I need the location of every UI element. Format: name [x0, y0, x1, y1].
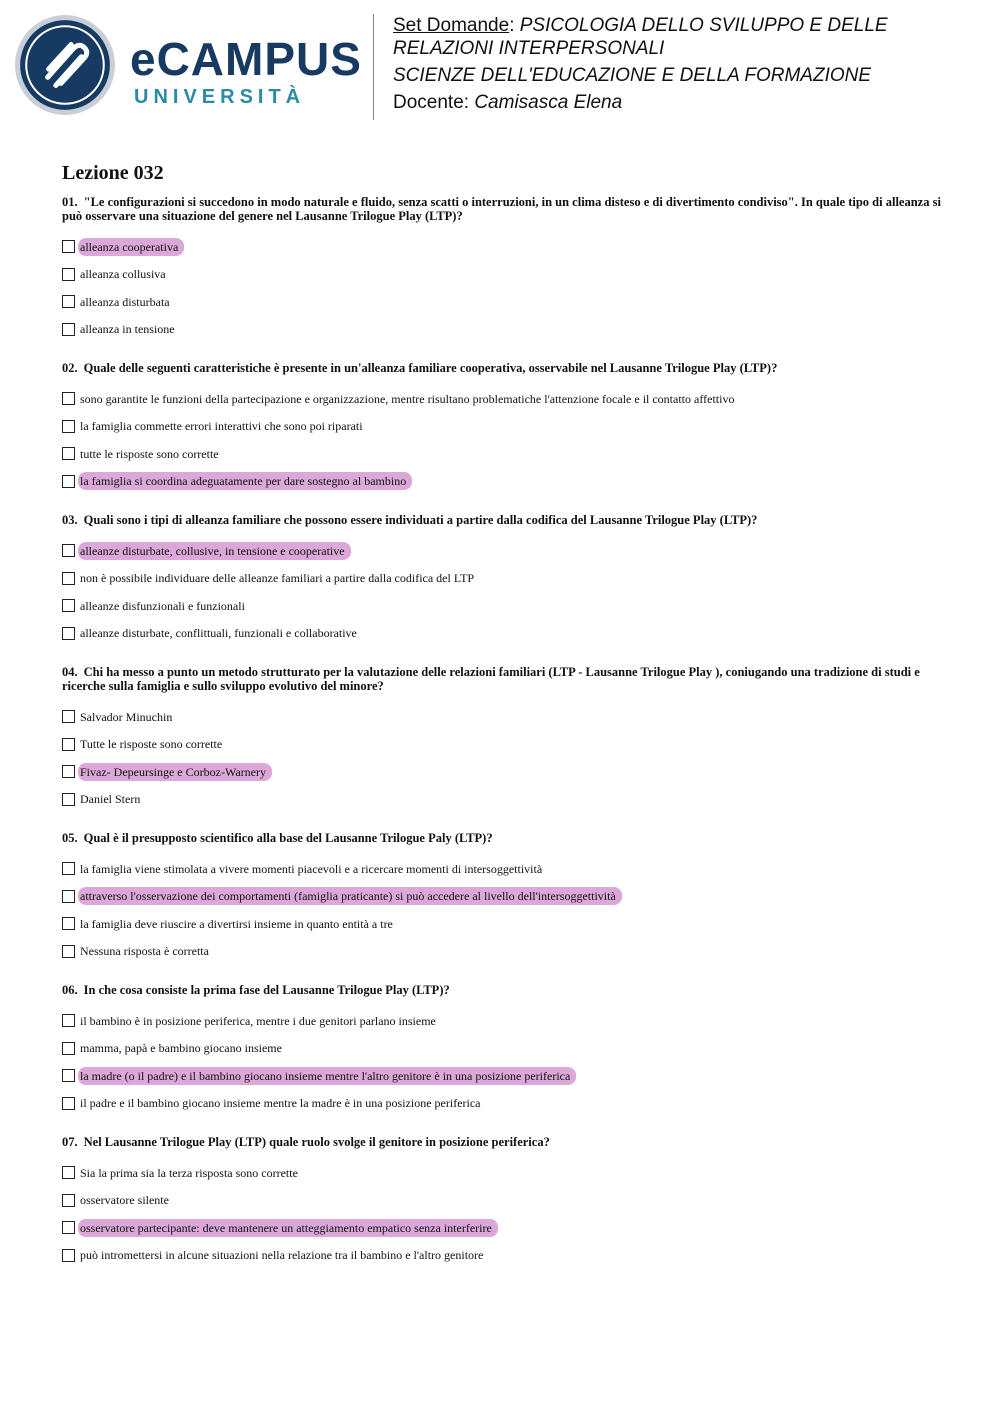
answer-text: la famiglia viene stimolata a vivere momenti piacevoli e a ricercare momenti di intersoggettività	[80, 861, 543, 876]
answer-checkbox[interactable]	[62, 392, 75, 405]
brand-subtitle: UNIVERSITÀ	[134, 86, 306, 108]
brand-name: eCAMPUS	[130, 33, 362, 85]
answer-text-highlighted: Fivaz- Depeursinge e Corboz-Warnery	[78, 763, 272, 781]
page-header	[0, 0, 1000, 130]
answer-text: alleanze disfunzionali e funzionali	[80, 598, 245, 613]
answer-text: non è possibile individuare delle alleanze familiari a partire dalla codifica del LTP	[80, 571, 475, 586]
question-block	[62, 361, 942, 495]
answer-text: tutte le risposte sono corrette	[80, 446, 219, 461]
answer-option[interactable]	[62, 1187, 942, 1215]
answer-option[interactable]	[62, 233, 942, 261]
answer-text: mamma, papà e bambino giocano insieme	[80, 1041, 282, 1056]
answer-option[interactable]	[62, 316, 942, 344]
question-label: "Le configurazioni si succedono in modo naturale e fluido, senza scatti o interruzioni, in un clima disteso e di divertimento condiviso". In quale tipo di alleanza si può osservare una situazione del genere nel Lausanne Trilogue Play (LTP)?	[62, 195, 941, 223]
answer-checkbox[interactable]	[62, 1014, 75, 1027]
docente-name: Camisasca Elena	[474, 92, 623, 113]
question-block	[62, 195, 942, 343]
answer-text: Sia la prima sia la terza risposta sono corrette	[80, 1165, 298, 1180]
answer-checkbox[interactable]	[62, 890, 75, 903]
answer-option[interactable]	[62, 1062, 942, 1090]
answer-text: alleanza in tensione	[80, 322, 175, 337]
answer-checkbox[interactable]	[62, 1194, 75, 1207]
answer-checkbox[interactable]	[62, 323, 75, 336]
question-label: Qual è il presupposto scientifico alla base del Lausanne Trilogue Paly (LTP)?	[83, 831, 493, 845]
question-block	[62, 665, 942, 813]
question-number: 03.	[62, 513, 78, 527]
question-text	[62, 513, 942, 527]
answer-option[interactable]	[62, 855, 942, 883]
answer-checkbox[interactable]	[62, 420, 75, 433]
answer-option[interactable]	[62, 413, 942, 441]
answer-checkbox[interactable]	[62, 1069, 75, 1082]
answer-checkbox[interactable]	[62, 627, 75, 640]
answer-text: la famiglia deve riuscire a divertirsi insieme in quanto entità a tre	[80, 916, 393, 931]
question-number: 02.	[62, 361, 78, 375]
answer-checkbox[interactable]	[62, 765, 75, 778]
answer-text: la famiglia commette errori interattivi che sono poi riparati	[80, 419, 363, 434]
answer-option[interactable]	[62, 537, 942, 565]
answer-option[interactable]	[62, 703, 942, 731]
answer-checkbox[interactable]	[62, 738, 75, 751]
docente-label: Docente:	[393, 92, 470, 113]
question-number: 01.	[62, 195, 78, 209]
answer-text: Tutte le risposte sono corrette	[80, 737, 223, 752]
answer-checkbox[interactable]	[62, 710, 75, 723]
answer-option[interactable]	[62, 592, 942, 620]
answer-option[interactable]	[62, 731, 942, 759]
answer-checkbox[interactable]	[62, 917, 75, 930]
question-number: 07.	[62, 1135, 78, 1149]
question-label: Quali sono i tipi di alleanza familiare che possono essere individuati a partire dalla codifica del Lausanne Trilogue Play (LTP)?	[83, 513, 758, 527]
answer-checkbox[interactable]	[62, 1249, 75, 1262]
question-label: Nel Lausanne Trilogue Play (LTP) quale ruolo svolge il genitore in posizione periferica?	[83, 1135, 550, 1149]
answer-text-highlighted: osservatore partecipante: deve mantenere un atteggiamento empatico senza interferire	[78, 1219, 498, 1237]
answer-option[interactable]	[62, 1214, 942, 1242]
answer-checkbox[interactable]	[62, 295, 75, 308]
question-block	[62, 831, 942, 965]
answer-checkbox[interactable]	[62, 268, 75, 281]
answer-text: alleanza collusiva	[80, 267, 166, 282]
question-list	[62, 195, 942, 1269]
answer-checkbox[interactable]	[62, 862, 75, 875]
question-number: 05.	[62, 831, 78, 845]
ecampus-logo-icon	[14, 14, 116, 116]
question-set	[62, 162, 942, 1287]
answer-option[interactable]	[62, 288, 942, 316]
answer-option[interactable]	[62, 468, 942, 496]
question-text	[62, 983, 942, 997]
question-label: Chi ha messo a punto un metodo strutturato per la valutazione delle relazioni familiari (LTP - Lausanne Trilogue Play ), coniugando una tradizione di studi e ricerche sulla famiglia e sullo sviluppo evolutivo del minore?	[62, 665, 920, 693]
answer-option[interactable]	[62, 883, 942, 911]
question-number: 04.	[62, 665, 78, 679]
answer-text: può intromettersi in alcune situazioni nella relazione tra il bambino e l'altro genitore	[80, 1248, 484, 1263]
answer-checkbox[interactable]	[62, 1221, 75, 1234]
answer-text: sono garantite le funzioni della partecipazione e organizzazione, mentre risultano problematiche l'attenzione focale e il contatto affettivo	[80, 391, 735, 406]
answer-text: osservatore silente	[80, 1193, 169, 1208]
answer-option[interactable]	[62, 565, 942, 593]
answer-option[interactable]	[62, 1090, 942, 1118]
answer-checkbox[interactable]	[62, 793, 75, 806]
answer-text: Salvador Minuchin	[80, 709, 173, 724]
answer-checkbox[interactable]	[62, 475, 75, 488]
question-block	[62, 983, 942, 1117]
brand-wordmark	[130, 33, 362, 109]
question-text	[62, 831, 942, 845]
answer-checkbox[interactable]	[62, 1097, 75, 1110]
question-label: Quale delle seguenti caratteristiche è presente in un'alleanza familiare cooperativa, osservabile nel Lausanne Trilogue Play (LTP)?	[83, 361, 778, 375]
question-block	[62, 513, 942, 647]
answer-checkbox[interactable]	[62, 599, 75, 612]
course-name: SCIENZE DELL'EDUCAZIONE E DELLA FORMAZIONE	[393, 65, 872, 86]
answer-text-highlighted: alleanze disturbate, collusive, in tensione e cooperative	[78, 542, 351, 560]
answer-text: alleanza disturbata	[80, 294, 170, 309]
header-info: Set Domande: PSICOLOGIA DELLO SVILUPPO E DELLE RELAZIONI INTERPERSONALI SCIENZE DELL'EDUCAZIONE E DELLA FORMAZIONE Docente: Camisasca Elena	[393, 14, 993, 114]
answer-checkbox[interactable]	[62, 1166, 75, 1179]
set-title: PSICOLOGIA DELLO SVILUPPO E DELLE RELAZIONI INTERPERSONALI	[393, 15, 888, 59]
answer-checkbox[interactable]	[62, 447, 75, 460]
answer-text: il bambino è in posizione periferica, mentre i due genitori parlano insieme	[80, 1013, 436, 1028]
answer-text: il padre e il bambino giocano insieme mentre la madre è in una posizione periferica	[80, 1096, 481, 1111]
answer-option[interactable]	[62, 620, 942, 648]
answer-text: alleanze disturbate, conflittuali, funzionali e collaborative	[80, 626, 357, 641]
question-label: In che cosa consiste la prima fase del Lausanne Trilogue Play (LTP)?	[83, 983, 450, 997]
question-block	[62, 1135, 942, 1269]
answer-text-highlighted: attraverso l'osservazione dei comportamenti (famiglia praticante) si può accedere al livello dell'intersoggettività	[78, 887, 622, 905]
question-text	[62, 361, 942, 375]
answer-text: Daniel Stern	[80, 792, 141, 807]
answer-option[interactable]	[62, 938, 942, 966]
answer-checkbox[interactable]	[62, 945, 75, 958]
answer-text-highlighted: la famiglia si coordina adeguatamente per dare sostegno al bambino	[78, 472, 412, 490]
answer-option[interactable]	[62, 385, 942, 413]
answer-checkbox[interactable]	[62, 1042, 75, 1055]
answer-text-highlighted: alleanza cooperativa	[78, 238, 184, 256]
question-text	[62, 195, 942, 223]
answer-option[interactable]	[62, 1007, 942, 1035]
answer-option[interactable]	[62, 440, 942, 468]
answer-option[interactable]	[62, 1242, 942, 1270]
answer-checkbox[interactable]	[62, 544, 75, 557]
answer-option[interactable]	[62, 910, 942, 938]
lesson-title: Lezione 032	[62, 162, 164, 184]
header-divider	[373, 14, 374, 120]
answer-text: Nessuna risposta è corretta	[80, 944, 209, 959]
answer-text-highlighted: la madre (o il padre) e il bambino giocano insieme mentre l'altro genitore è in una posizione periferica	[78, 1067, 576, 1085]
answer-option[interactable]	[62, 1159, 942, 1187]
question-number: 06.	[62, 983, 78, 997]
answer-option[interactable]	[62, 261, 942, 289]
question-text	[62, 1135, 942, 1149]
answer-option[interactable]	[62, 786, 942, 814]
question-text	[62, 665, 942, 693]
set-label: Set Domande	[393, 15, 510, 36]
answer-checkbox[interactable]	[62, 572, 75, 585]
answer-option[interactable]	[62, 1035, 942, 1063]
answer-option[interactable]	[62, 758, 942, 786]
answer-checkbox[interactable]	[62, 240, 75, 253]
